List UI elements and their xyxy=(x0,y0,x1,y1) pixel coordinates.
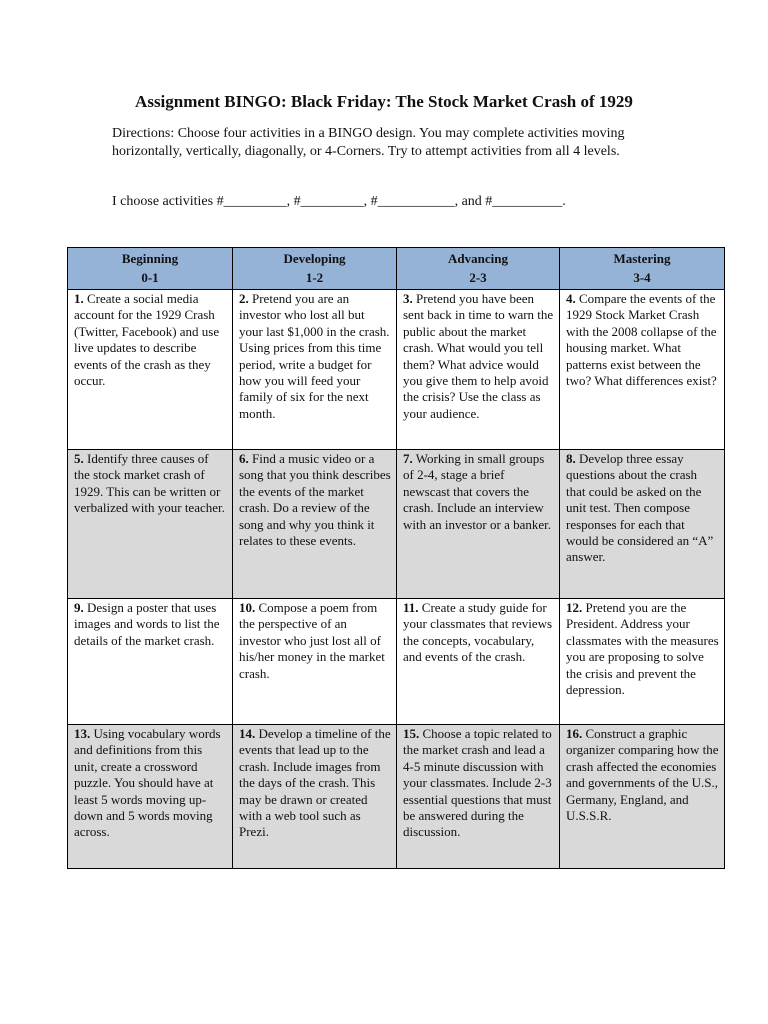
header-row xyxy=(68,248,725,290)
activity-cell: 2. Pretend you are an investor who lost all but your last $1,000 in the crash. Using prices from this time period, write a budget for how you will feed your family of six for the next month. xyxy=(233,290,397,450)
activity-cell: 7. Working in small groups of 2-4, stage a brief newscast that covers the crash. Include an interview with an investor or a banker. xyxy=(397,450,560,599)
table-row xyxy=(68,725,725,869)
activity-cell: 8. Develop three essay questions about the crash that could be asked on the unit test. Then compose responses for each that would be considered an “A” answer. xyxy=(560,450,725,599)
activity-cell: 5. Identify three causes of the stock market crash of 1929. This can be written or verbalized with your teacher. xyxy=(68,450,233,599)
activity-cell: 4. Compare the events of the 1929 Stock Market Crash with the 2008 collapse of the housing market. What patterns exist between the two? What differences exist? xyxy=(560,290,725,450)
choose-activities-line: I choose activities #_________, #_________, #___________, and #__________. xyxy=(112,194,566,209)
column-header-advancing: Advancing 2-3 xyxy=(397,248,560,290)
activity-cell: 13. Using vocabulary words and definitions from this unit, create a crossword puzzle. You should have at least 5 words moving up-down and 5 words moving across. xyxy=(68,725,233,869)
activity-cell: 15. Choose a topic related to the market crash and lead a 4-5 minute discussion with your classmates. Include 2-3 essential questions that must be answered during the discussion. xyxy=(397,725,560,869)
bingo-grid xyxy=(67,247,725,869)
activity-cell: 6. Find a music video or a song that you think describes the events of the market crash. Do a review of the song and why you think it relates to these events. xyxy=(233,450,397,599)
directions-text: Directions: Choose four activities in a BINGO design. You may complete activities moving horizontally, vertically, diagonally, or 4-Corners. Try to attempt activities from all 4 levels. xyxy=(112,126,625,159)
activity-cell: 10. Compose a poem from the perspective of an investor who just lost all of his/her money in the market crash. xyxy=(233,599,397,725)
activity-cell: 9. Design a poster that uses images and words to list the details of the market crash. xyxy=(68,599,233,725)
activity-cell: 16. Construct a graphic organizer comparing how the crash affected the economies and governments of the U.S., Germany, England, and U.S.S.R. xyxy=(560,725,725,869)
activity-cell: 3. Pretend you have been sent back in time to warn the public about the market crash. What would you tell them? What advice would you give them to help avoid the crisis? Use the class as your audience. xyxy=(397,290,560,450)
activity-cell: 11. Create a study guide for your classmates that reviews the concepts, vocabulary, and events of the crash. xyxy=(397,599,560,725)
table-row xyxy=(68,290,725,450)
column-header-beginning: Beginning 0-1 xyxy=(68,248,233,290)
table-row xyxy=(68,599,725,725)
activity-cell: 12. Pretend you are the President. Address your classmates with the measures you are proposing to solve the crisis and prevent the depression. xyxy=(560,599,725,725)
activity-cell: 14. Develop a timeline of the events that lead up to the crash. Include images from the days of the crash. This may be drawn or created with a web tool such as Prezi. xyxy=(233,725,397,869)
table-row xyxy=(68,450,725,599)
column-header-mastering: Mastering 3-4 xyxy=(560,248,725,290)
page-title: Assignment BINGO: Black Friday: The Stock Market Crash of 1929 xyxy=(135,92,633,111)
column-header-developing: Developing 1-2 xyxy=(233,248,397,290)
activity-cell: 1. Create a social media account for the 1929 Crash (Twitter, Facebook) and use live updates to describe events of the crash as they occur. xyxy=(68,290,233,450)
